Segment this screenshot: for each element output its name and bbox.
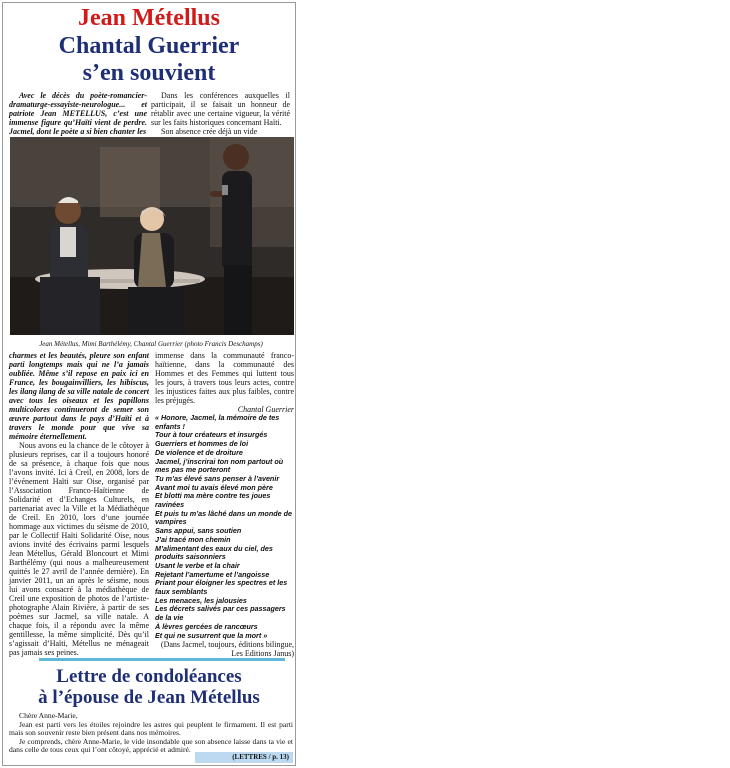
- event-photo: [10, 137, 294, 335]
- poem-line: J’ai tracé mon chemin: [155, 534, 231, 544]
- poem-line: Tour à tour créateurs et insurgés: [155, 430, 268, 440]
- left-column: [9, 351, 149, 657]
- letter-body: [9, 712, 293, 755]
- article-signature: Chantal Guerrier: [237, 405, 294, 414]
- poem-line: Rejetant l’amertume et l’angoisse: [155, 569, 270, 579]
- poem-line: Priant pour éloigner les spectres et les faux semblants: [155, 578, 288, 597]
- headline-name: Jean Métellus: [78, 5, 220, 31]
- poem-line: Sans appui, sans soutien: [155, 526, 242, 536]
- section-divider: [39, 658, 285, 661]
- letter-title-line-1: Lettre de condoléances: [56, 666, 242, 687]
- poem-source: (Dans Jacmel, toujours, éditions bilingue, Les Editions Janus): [160, 640, 294, 659]
- poem-line: Tu m’as élevé sans penser à l’avenir: [155, 473, 280, 483]
- poem-line: Les décrets salivés par ces passagers de la vie: [155, 604, 286, 623]
- poem-line: Guerriers et hommes de loi: [155, 439, 249, 449]
- poem-line: Les menaces, les jalousies: [155, 595, 247, 605]
- poem-line: Usant le verbe et la chair: [155, 560, 240, 570]
- poem-line: Et qui ne susurrent que la mort »: [155, 630, 268, 640]
- right-top-paragraph-1: Dans les conférences auxquelles il participait, il se faisait un honneur de rétablir avec une certaine vigueur, la vérité sur les faits historiques concernant Haïti.: [151, 91, 290, 127]
- poem: [155, 414, 294, 640]
- letter-paragraph-1: Jean est parti vers les étoiles rejoindre les astres qui peuplent le firmament. Il est parti mais son souvenir reste bien présent dans nos mémoires.: [9, 719, 293, 738]
- poem-line: « Honore, Jacmel, la mémoire de tes enfants !: [155, 413, 280, 431]
- photo-illustration: [10, 137, 294, 335]
- headline-tagline: s’en souvient: [82, 60, 216, 86]
- poem-line: Jacmel, j’inscrirai ton nom partout où mes pas me porteront: [155, 456, 284, 475]
- right-top-paragraph-2: Son absence crée déjà un vide: [161, 127, 258, 136]
- headline-author: Chantal Guerrier: [58, 33, 240, 59]
- newspaper-page: [2, 2, 296, 766]
- continuation-reference: (LETTRES / p. 13): [195, 752, 293, 763]
- intro-paragraph: Avec le décès du poète-romancier-dramaturge-essayiste-neurologue... et patriote Jean METELLUS, c’est une immense figure qu’Haïti vient de perdre. Jacmel, dont le poète a si bien chanter les: [9, 91, 147, 136]
- photo-caption: Jean Métellus, Mimi Barthélémy, Chantal Guerrier (photo Francis Deschamps): [39, 340, 263, 348]
- poem-line: Avant moi tu avais élevé mon père: [155, 482, 273, 492]
- intro-column: [9, 91, 147, 135]
- right-column: [155, 351, 294, 659]
- letter-salutation: Chère Anne-Marie,: [19, 711, 78, 720]
- left-body-paragraph: Nous avons eu la chance de le côtoyer à plusieurs reprises, car il a toujours honoré de sa présence, à chaque fois que nous l’avons invité. Ici à Creil, en 2008, lors de l’événement Haïti sur Oise, organisé par l’Association Franco-Haïtienne de Solidarité et d’Echanges Culturels, en partenariat avec la Ville et la Médiathèque de Creil. En 2010, lors d’une journée hommage aux victimes du séisme de 2010, par le Collectif Haïti Solidarité Oise, nous avions invité des écrivains parmi lesquels Jean Métellus, Gérald Bloncourt et Mimi Barthélémy (qui nous a malheureusement quittés le 27 avril de l’année dernière). En janvier 2011, un an après le séisme, nous lui avons consacré à la médiathèque de Creil une exposition de photos de l’artiste-photographe Alain Rivière, à partir de ses poèmes sur Jacmel, sa ville natale. A chaque fois, il a répondu avec la même gentillesse, la même simplicité. Dès qu’il s’agissait d’Haïti, Métellus ne ménageait pas jamais ses peines.: [9, 441, 149, 657]
- poem-line: De violence et de droiture: [155, 447, 243, 457]
- right-body-paragraph: immense dans la communauté franco-haïtienne, dans la communauté des Hommes et des Femmes qui luttent tous les jours, à travers tous leurs actes, contre les injustices faites aux plus faibles, contre les préjugés.: [155, 351, 294, 405]
- intro-continuation: charmes et les beautés, pleure son enfant parti longtemps mais qui ne l’a jamais oubliée. Même s’il repose en paix ici en France, les bougainvilliers, les hibiscus, les ilang ilang de sa ville natale de concert avec tous les oiseaux et les papillons multicolores continueront de semer son œuvre partout dans le pays d’Haïti et à travers le monde pour que vive sa mémoire éternellement.: [9, 351, 149, 441]
- poem-line: À lèvres gercées de rancœurs: [155, 621, 258, 631]
- poem-line: Et blotti ma mère contre tes joues ravinées: [155, 491, 271, 510]
- right-top-column: [151, 91, 290, 135]
- letter-paragraph-2: Je comprends, chère Anne-Marie, le vide insondable que son absence laisse dans ta vie et dans celle de tous ceux qui l’ont côtoyé, apprécié et admiré.: [9, 736, 293, 755]
- poem-line: Et puis tu m’as lâché dans un monde de vampires: [155, 508, 292, 527]
- letter-title-line-2: à l’épouse de Jean Métellus: [38, 687, 260, 708]
- poem-line: M’alimentant des eaux du ciel, des produits saisonniers: [155, 543, 273, 562]
